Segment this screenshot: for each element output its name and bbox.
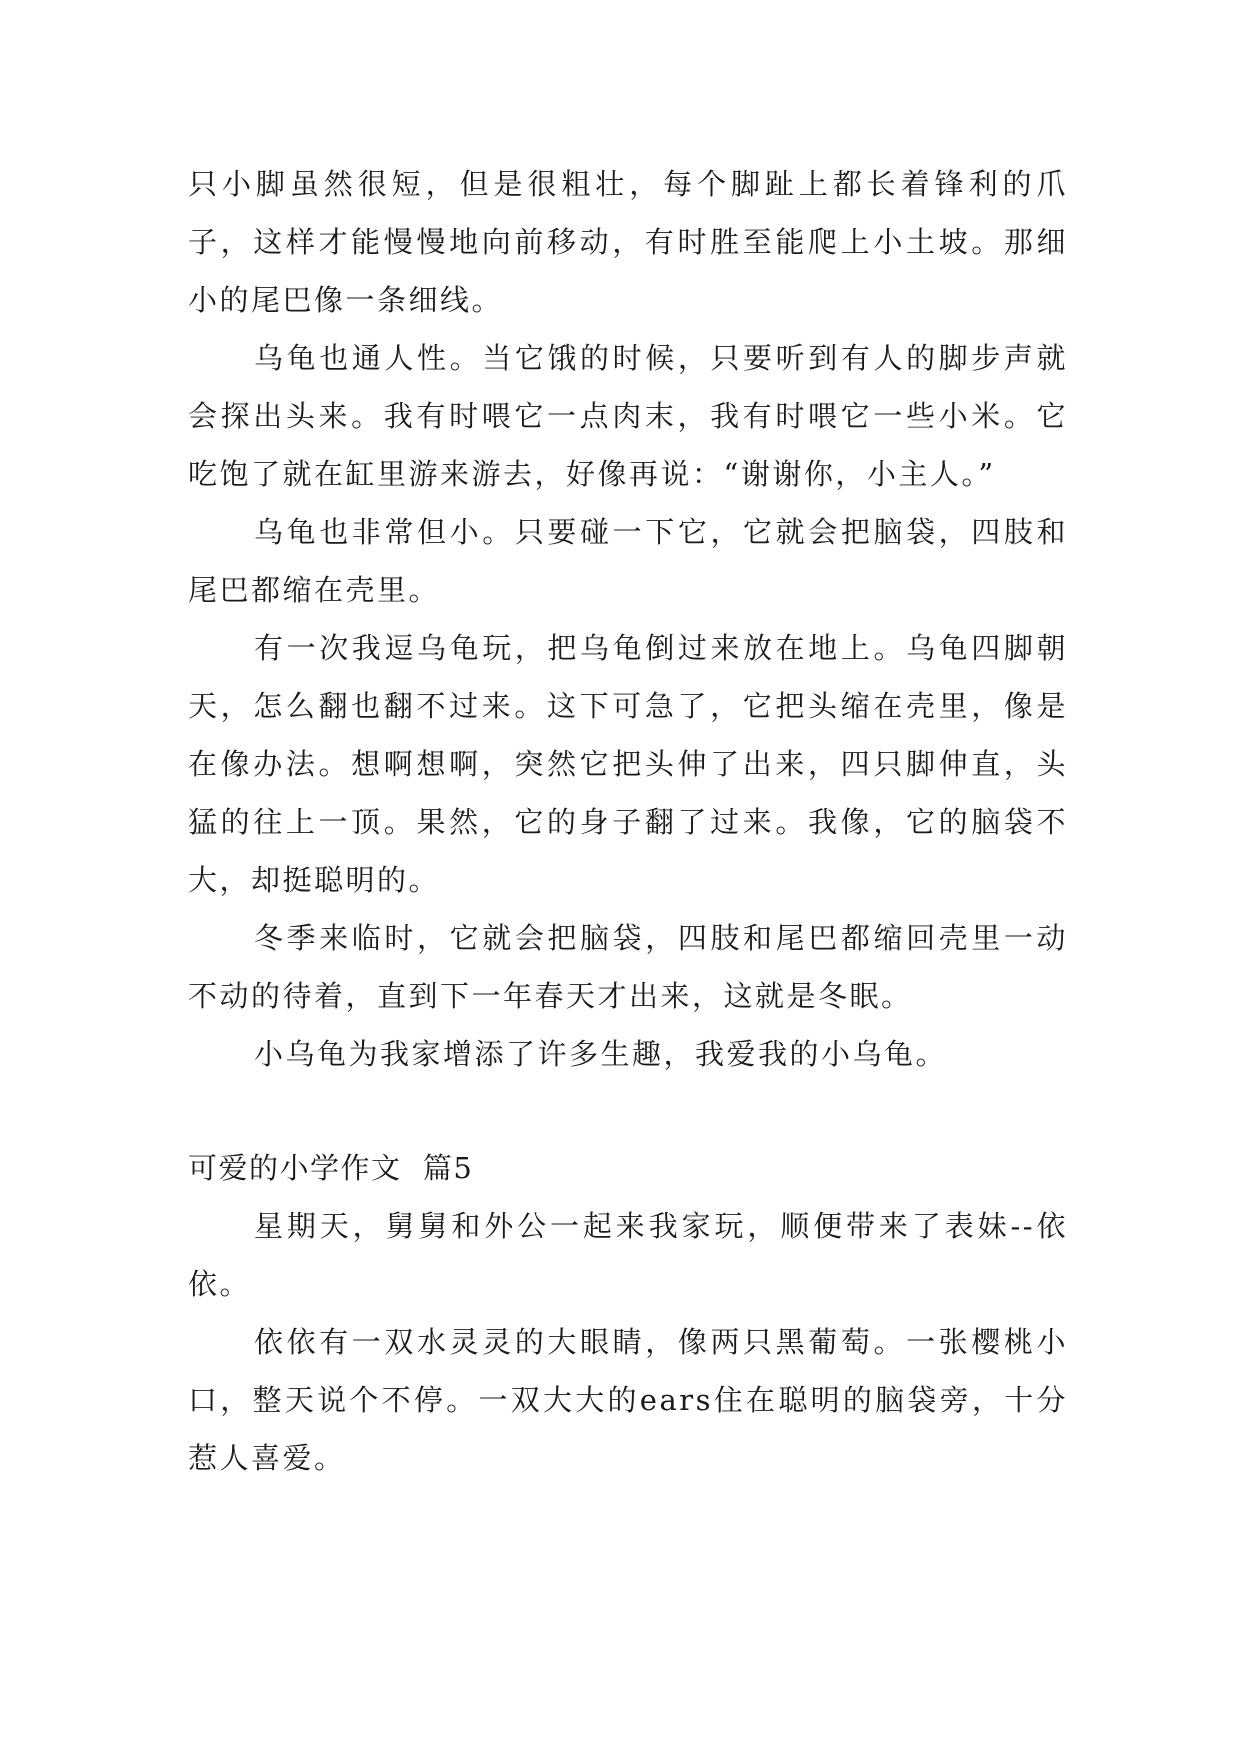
paragraph: 乌龟也通人性。当它饿的时候，只要听到有人的脚步声就会探出头来。我有时喂它一点肉末，我有时喂它一些小米。它吃饱了就在缸里游来游去，好像再说：“谢谢你，小主人。”: [188, 341, 1068, 491]
paragraph: 乌龟也非常但小。只要碰一下它，它就会把脑袋，四肢和尾巴都缩在壳里。: [188, 515, 1068, 607]
paragraph: 依依有一双水灵灵的大眼睛，像两只黑葡萄。一张樱桃小口，整天说个不停。一双大大的ears住在聪明的脑袋旁，十分惹人喜爱。: [188, 1325, 1068, 1475]
section-title: 可爱的小学作文 篇5: [188, 1151, 474, 1185]
paragraph: 小乌龟为我家增添了许多生趣，我爱我的小乌龟。: [254, 1037, 948, 1071]
paragraph: 星期天，舅舅和外公一起来我家玩，顺便带来了表妹--依依。: [188, 1209, 1068, 1301]
paragraph: 有一次我逗乌龟玩，把乌龟倒过来放在地上。乌龟四脚朝天，怎么翻也翻不过来。这下可急了，它把头缩在壳里，像是在像办法。想啊想啊，突然它把头伸了出来，四只脚伸直，头猛的往上一顶。果然，它的身子翻了过来。我像，它的脑袋不大，却挺聪明的。: [188, 631, 1068, 897]
document-body: [188, 155, 1068, 1487]
paragraph: 冬季来临时，它就会把脑袋，四肢和尾巴都缩回壳里一动不动的待着，直到下一年春天才出来，这就是冬眠。: [188, 921, 1068, 1013]
paragraph-continued: 只小脚虽然很短，但是很粗壮，每个脚趾上都长着锋利的爪子，这样才能慢慢地向前移动，有时胜至能爬上小土坡。那细小的尾巴像一条细线。: [188, 167, 1068, 317]
